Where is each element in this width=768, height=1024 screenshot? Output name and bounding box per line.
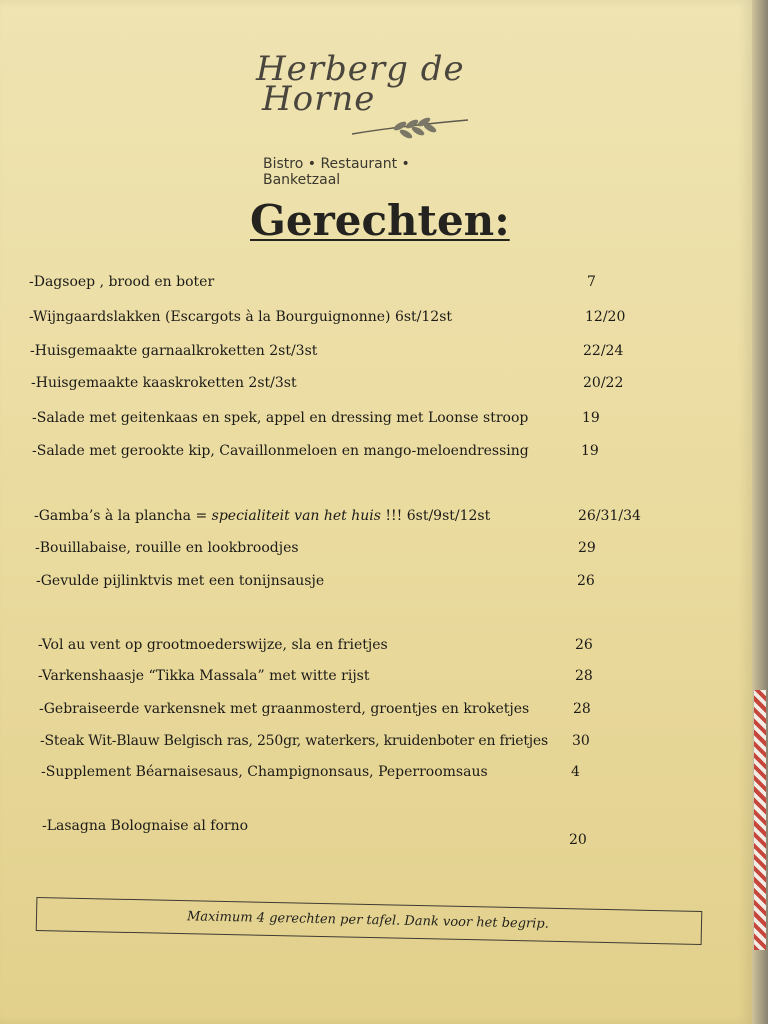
menu-item-name: -Dagsoep , brood en boter <box>29 274 215 290</box>
table-edge <box>752 0 768 1024</box>
menu-item <box>0 701 740 723</box>
menu-item-price: 30 <box>572 733 590 749</box>
logo <box>240 48 500 148</box>
menu-item-name: -Wijngaardslakken (Escargots à la Bourguignonne) 6st/12st <box>29 309 453 325</box>
menu-item <box>0 764 740 786</box>
menu-item-price: 26/31/34 <box>578 508 641 524</box>
menu-item-price: 28 <box>575 668 593 684</box>
menu-item <box>0 443 740 465</box>
menu-item-price: 4 <box>571 764 580 780</box>
menu-item <box>0 733 740 755</box>
menu-item <box>0 375 740 397</box>
menu-item <box>0 410 740 432</box>
menu-item-name: -Lasagna Bolognaise al forno <box>42 818 249 834</box>
menu-item-price: 19 <box>581 443 599 459</box>
menu-item-name: -Huisgemaakte garnaalkroketten 2st/3st <box>30 343 318 359</box>
logo-line-2: Horne <box>262 79 376 119</box>
menu-item-name: -Bouillabaise, rouille en lookbroodjes <box>35 540 299 556</box>
notice-box <box>36 897 703 945</box>
menu-item <box>0 508 740 530</box>
menu-item <box>0 818 740 848</box>
menu-item-name: -Gebraiseerde varkensnek met graanmosterd, groentjes en kroketjes <box>39 701 530 717</box>
menu-item <box>0 668 740 690</box>
menu-item-name <box>34 508 490 524</box>
page-title: Gerechten: <box>250 196 510 245</box>
menu-item-price: 22/24 <box>583 343 624 359</box>
menu-item-name: -Salade met geitenkaas en spek, appel en dressing met Loonse stroop <box>32 410 529 426</box>
tagline: Bistro • Restaurant • Banketzaal <box>263 156 410 188</box>
menu-item-price: 26 <box>575 637 593 653</box>
menu-item-name: -Huisgemaakte kaaskroketten 2st/3st <box>31 375 297 391</box>
logo-line-1: Herberg de <box>256 49 465 89</box>
menu-item <box>0 637 740 659</box>
menu-item-name: -Gevulde pijlinktvis met een tonijnsausje <box>36 573 325 589</box>
menu-item-price: 12/20 <box>585 309 626 325</box>
menu-item-name: -Vol au vent op grootmoederswijze, sla en frietjes <box>38 637 388 653</box>
menu-item-name: -Salade met gerookte kip, Cavaillonmeloen en mango-meloendressing <box>32 443 529 459</box>
notice-text: Maximum 4 gerechten per tafel. Dank voor het begrip. <box>186 909 550 932</box>
menu-item-name: -Varkenshaasje “Tikka Massala” met witte rijst <box>38 668 370 684</box>
tablecloth <box>754 690 766 950</box>
menu-item-name: -Steak Wit-Blauw Belgisch ras, 250gr, waterkers, kruidenboter en frietjes <box>40 733 548 749</box>
menu-item <box>0 274 740 296</box>
menu-item-name: -Supplement Béarnaisesaus, Champignonsaus, Peperroomsaus <box>41 764 488 780</box>
menu-item-price: 7 <box>587 274 596 290</box>
olive-branch-icon <box>350 112 470 142</box>
menu-item <box>0 309 740 331</box>
menu-item-price: 28 <box>573 701 591 717</box>
menu-item-price: 29 <box>578 540 596 556</box>
menu-item-name-highlight: specialiteit van het huis <box>211 508 381 524</box>
menu-item-name-suffix: !!! 6st/9st/12st <box>380 508 491 524</box>
menu-item-price: 20 <box>569 832 587 848</box>
menu-item <box>0 540 740 562</box>
menu-item-name-prefix: -Gamba’s à la plancha = <box>34 508 212 524</box>
menu-item-price: 20/22 <box>583 375 624 391</box>
menu-item <box>0 343 740 365</box>
menu-item <box>0 573 740 595</box>
menu-item-price: 26 <box>577 573 595 589</box>
logo-wordmark <box>256 49 496 119</box>
menu-item-price: 19 <box>582 410 600 426</box>
